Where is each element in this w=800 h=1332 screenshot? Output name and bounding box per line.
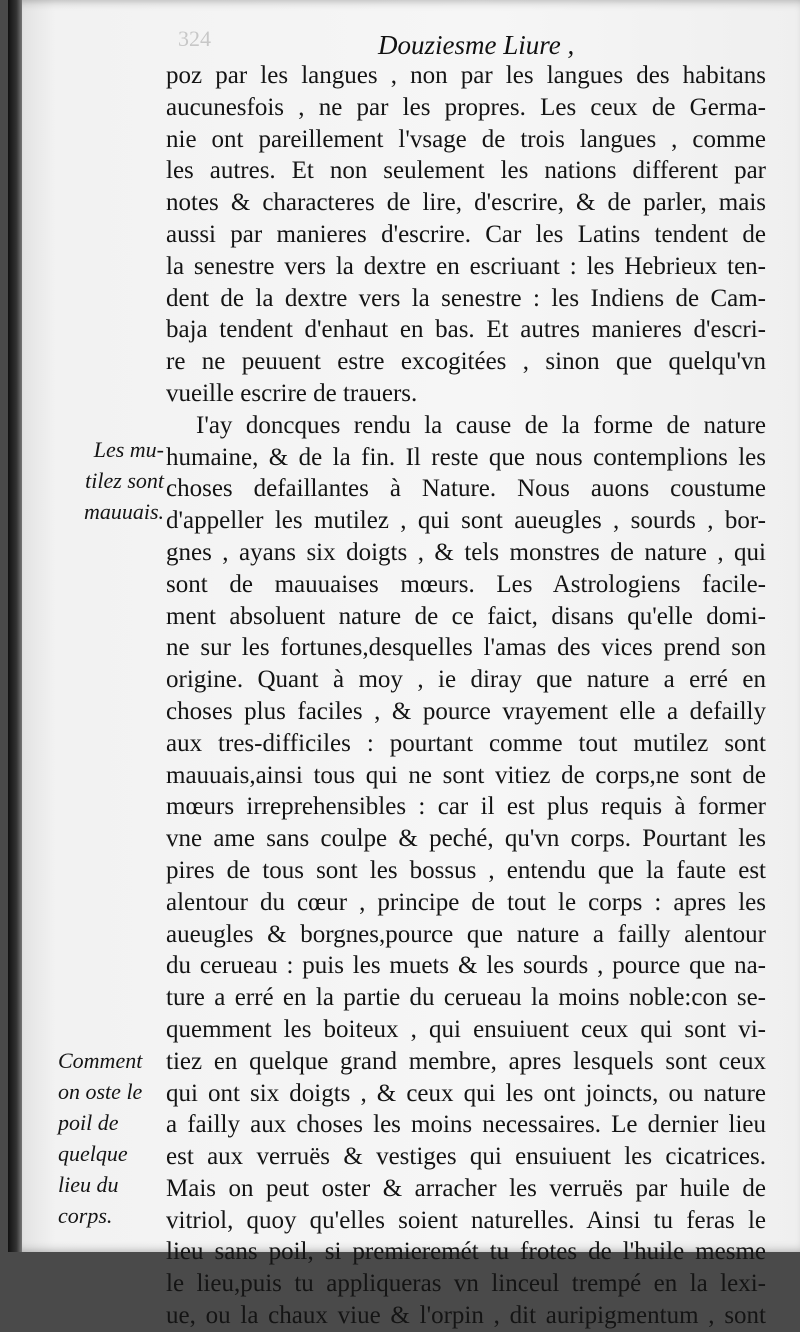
text-line: sont de mauuaises mœurs. Les Astrologiens facile- (166, 570, 766, 598)
book-binding-shadow (8, 0, 22, 1252)
text-line: I'ay doncques rendu la cause de la forme de nature (196, 411, 766, 439)
margin-note-line: Les mu- (93, 437, 164, 462)
text-line: qui ont six doigts , & ceux qui les ont joincts, ou nature (166, 1079, 766, 1107)
margin-note-line: poil de (58, 1110, 119, 1135)
margin-note-line: corps. (58, 1203, 113, 1228)
text-line: ture a erré en la partie du cerueau la moins noble:con se- (166, 984, 766, 1012)
margin-note-mutilated (46, 434, 164, 527)
margin-note-line: mauuais. (83, 499, 164, 524)
margin-note-hair-removal (58, 1045, 176, 1231)
text-line: gnes , ayans six doigts , & tels monstres de nature , qui (166, 538, 766, 566)
margin-note-line: Comment (58, 1048, 143, 1073)
margin-note-line: quelque (58, 1141, 128, 1166)
margin-note-line: lieu du (58, 1172, 119, 1197)
page-number: 324 (178, 26, 211, 51)
text-line: mauuais,ainsi tous qui ne sont vitiez de corps,ne sont de (166, 761, 766, 789)
text-line: poz par les langues , non par les langues des habitans (166, 62, 766, 89)
text-line: la senestre vers la dextre en escriuant : les Hebrieux ten- (166, 252, 766, 280)
text-line: alentour du cœur , principe de tout le corps : apres les (166, 888, 766, 916)
text-line: les autres. Et non seulement les nations different par (166, 157, 766, 185)
book-page (8, 0, 800, 1330)
text-line: pires de tous sont les bossus , entendu que la faute est (166, 856, 766, 884)
text-line: a failly aux choses les moins necessaires. Le dernier lieu (166, 1111, 766, 1139)
text-line: lieu sans poil, si premieremét tu frotes de l'huile mesme (166, 1238, 766, 1266)
text-line: aux tres-difficiles : pourtant comme tout mutilez sont (166, 729, 766, 757)
text-line: dent de la dextre vers la senestre : les Indiens de Cam- (166, 284, 766, 312)
text-line: notes & characteres de lire, d'escrire, & de parler, mais (166, 189, 766, 217)
text-line: ne sur les fortunes,desquelles l'amas des vices prend son (166, 634, 766, 662)
text-line: aucunesfois , ne par les propres. Les ceux de Germa- (166, 93, 766, 121)
text-line: humaine, & de la fin. Il reste que nous contemplions les (166, 443, 766, 471)
text-line: origine. Quant à moy , ie diray que nature a erré en (166, 666, 766, 694)
text-line: est aux verruës & vestiges qui ensuiuent les cicatrices. (166, 1143, 766, 1171)
text-line: d'appeller les mutilez , qui sont aueugles , sourds , bor- (166, 507, 766, 535)
text-line: vitriol, quoy qu'elles soient naturelles. Ainsi tu feras le (166, 1206, 766, 1234)
text-line: du cerueau : puis les muets & les sourds , pource que na- (166, 952, 766, 980)
text-line: baja tendent d'enhaut en bas. Et autres manieres d'escri- (166, 316, 766, 344)
margin-note-line: tilez sont (85, 468, 164, 493)
text-line: choses plus faciles , & pource vrayement elle a defailly (166, 697, 766, 725)
text-line: aueugles & borgnes,pource que nature a failly alentour (166, 920, 766, 948)
page-header (168, 26, 798, 64)
body-text (166, 60, 766, 1332)
text-line: ment absoluent nature de ce faict, disans qu'elle domi- (166, 602, 766, 630)
margin-note-line: on oste le (58, 1079, 143, 1104)
text-line: quemment les boiteux , qui ensuiuent ceux qui sont vi- (166, 1015, 766, 1043)
text-line: mœurs irreprehensibles : car il est plus requis à former (166, 793, 766, 821)
text-line: vne ame sans coulpe & peché, qu'vn corps. Pourtant les (166, 825, 766, 853)
text-line: choses defaillantes à Nature. Nous auons coustume (166, 475, 766, 503)
text-line: le lieu,puis tu appliqueras vn linceul trempé en la lexi- (166, 1270, 766, 1298)
text-line: tiez en quelque grand membre, apres lesquels sont ceux (166, 1047, 766, 1075)
text-line: aussi par manieres d'escrire. Car les Latins tendent de (166, 220, 766, 248)
text-line: ue, ou la chaux viue & l'orpin , dit auripigmentum , sont (166, 1302, 766, 1330)
text-line: vueille escrire de trauers. (166, 379, 418, 407)
text-line: Mais on peut oster & arracher les verruës par huile de (166, 1174, 766, 1202)
text-line: re ne peuuent estre excogitées , sinon que quelqu'vn (166, 348, 766, 376)
text-line: nie ont pareillement l'vsage de trois langues , comme (166, 125, 766, 153)
running-title: Douziesme Liure , (378, 30, 575, 60)
